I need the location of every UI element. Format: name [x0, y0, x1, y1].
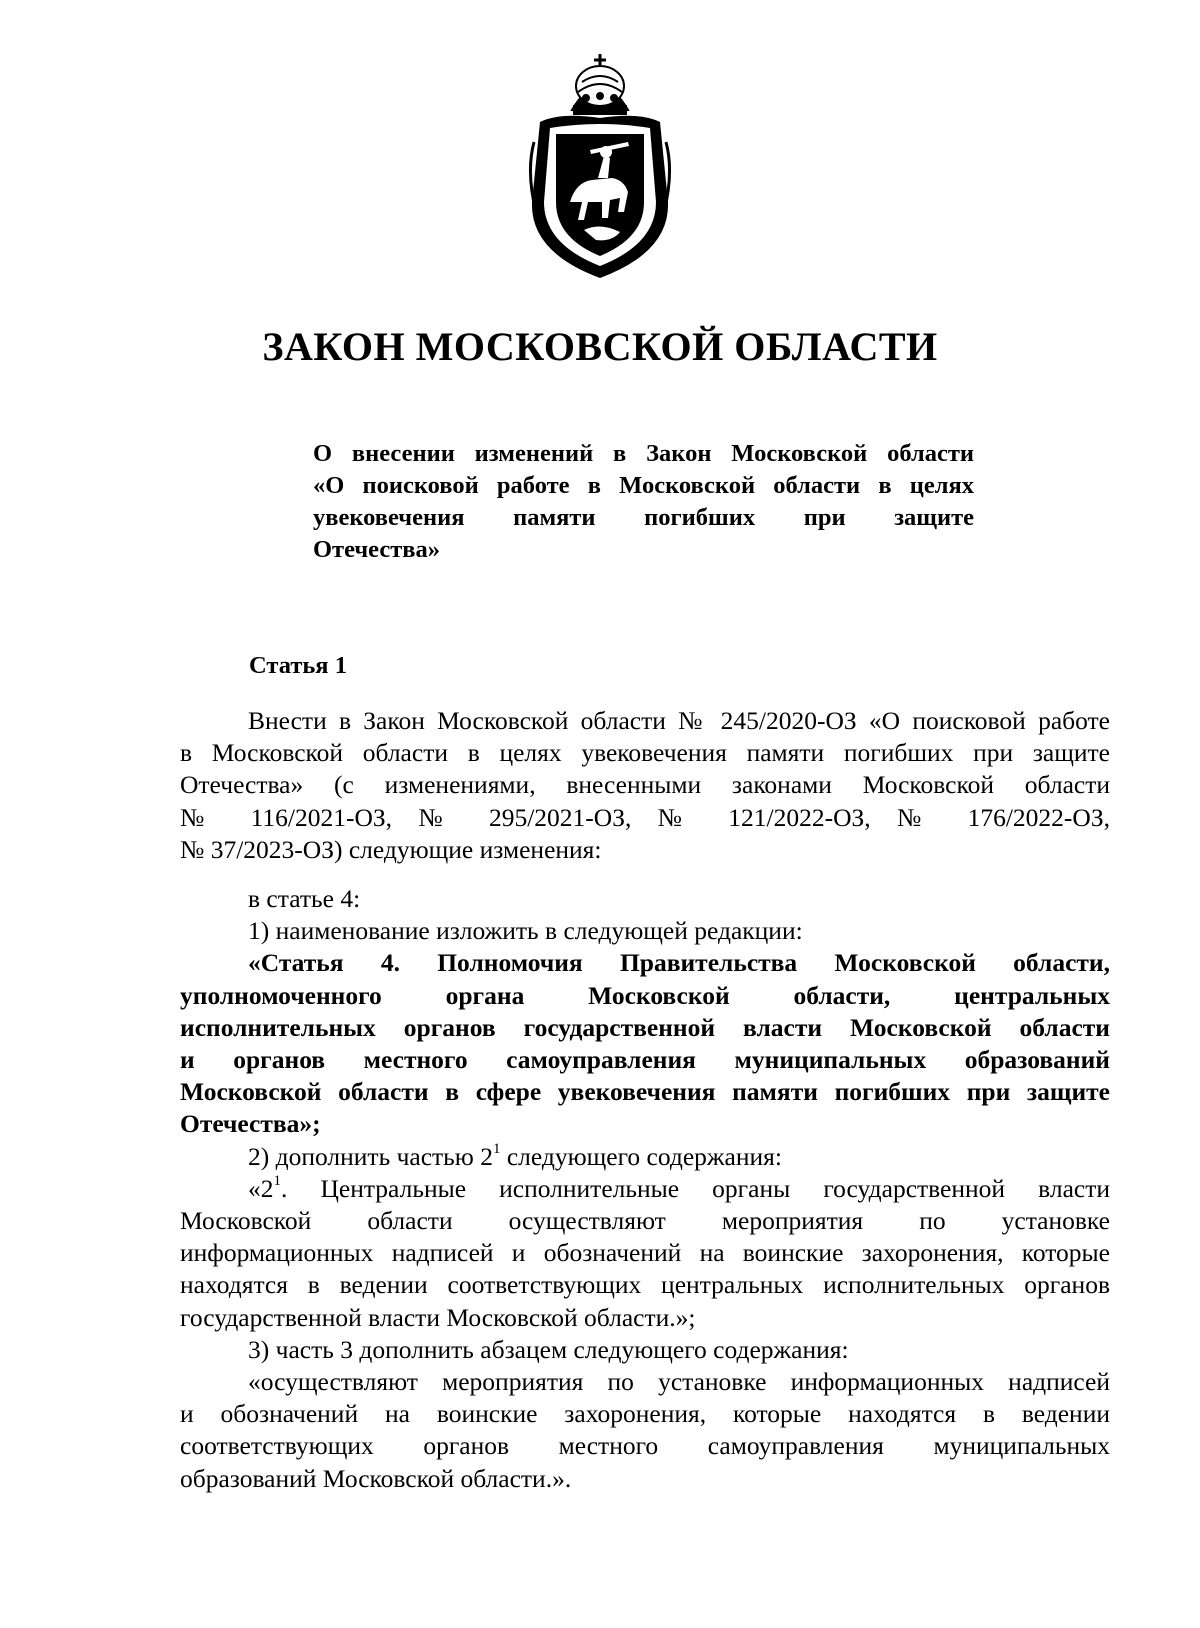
- part-2-1-line: [180, 1173, 1110, 1205]
- amendments-block: [180, 883, 1110, 1495]
- final-paragraph-line: образований Московской области.».: [180, 1463, 572, 1493]
- paragraph-line: в Московской области в целях увековечения памяти погибших при защите: [180, 738, 1110, 768]
- part-2-1-line: информационных надписей и обозначений на воинские захоронения, которые: [180, 1238, 1110, 1268]
- paragraph-line: Отечества» (с изменениями, внесенными законами Московской области: [180, 770, 1110, 800]
- part-2-1-line: Московской области осуществляют мероприятия по установке: [180, 1206, 1110, 1236]
- part-2-1-line: находятся в ведении соответствующих центральных исполнительных органов: [180, 1270, 1110, 1300]
- article-heading: Статья 1: [249, 652, 347, 679]
- item-2-line: [180, 1141, 1110, 1173]
- paragraph-line: № 37/2023-ОЗ) следующие изменения:: [180, 834, 602, 864]
- paragraph-line: Внести в Закон Московской области № 245/2020-ОЗ «О поисковой работе: [248, 706, 1110, 735]
- final-paragraph-line: «осуществляют мероприятия по установке информационных надписей: [248, 1367, 1110, 1397]
- final-paragraph-line: и обозначений на воинские захоронения, которые находятся в ведении: [180, 1399, 1110, 1429]
- part-2-1-superscript: 1: [273, 1173, 281, 1190]
- item-2-superscript: 1: [492, 1141, 501, 1158]
- article-4-title-line: уполномоченного органа Московской области, центральных: [180, 980, 1110, 1010]
- item-2-prefix: 2) дополнить частью 2: [248, 1141, 493, 1171]
- article-4-title-line: Московской области в сфере увековечения памяти погибших при защите: [180, 1077, 1110, 1107]
- article-4-title-line: и органов местного самоуправления муниципальных образований: [180, 1045, 1110, 1075]
- part-2-1-first-text: . Центральные исполнительные органы государственной власти: [281, 1173, 1110, 1203]
- intro-paragraph: [180, 705, 1110, 866]
- moscow-oblast-coat-of-arms-icon: [520, 52, 680, 282]
- subtitle-line: О внесении изменений в Закон Московской области: [313, 440, 974, 467]
- document-subtitle: [313, 438, 974, 566]
- in-article-line: в статье 4:: [248, 884, 361, 913]
- article-4-title-line: «Статья 4. Полномочия Правительства Московской области,: [248, 948, 1110, 978]
- final-paragraph-line: соответствующих органов местного самоуправления муниципальных: [180, 1431, 1110, 1461]
- paragraph-line: № 116/2021-ОЗ, № 295/2021-ОЗ, № 121/2022-ОЗ, № 176/2022-ОЗ,: [180, 802, 1110, 832]
- subtitle-line: увековечения памяти погибших при защите: [313, 504, 974, 531]
- article-4-title-line: исполнительных органов государственной власти Московской области: [180, 1012, 1110, 1042]
- item-2-suffix: следующего содержания:: [500, 1141, 782, 1171]
- item-1-line: 1) наименование изложить в следующей редакции:: [248, 916, 803, 946]
- article-4-title-line: Отечества»;: [180, 1109, 321, 1139]
- part-2-1-line: государственной власти Московской области.»;: [180, 1302, 696, 1332]
- part-2-1-open: «2: [248, 1173, 274, 1203]
- subtitle-line: «О поисковой работе в Московской области в целях: [313, 472, 974, 499]
- subtitle-line: Отечества»: [313, 536, 440, 563]
- item-3-line: 3) часть 3 дополнить абзацем следующего содержания:: [248, 1334, 849, 1364]
- document-title: ЗАКОН МОСКОВСКОЙ ОБЛАСТИ: [262, 324, 938, 369]
